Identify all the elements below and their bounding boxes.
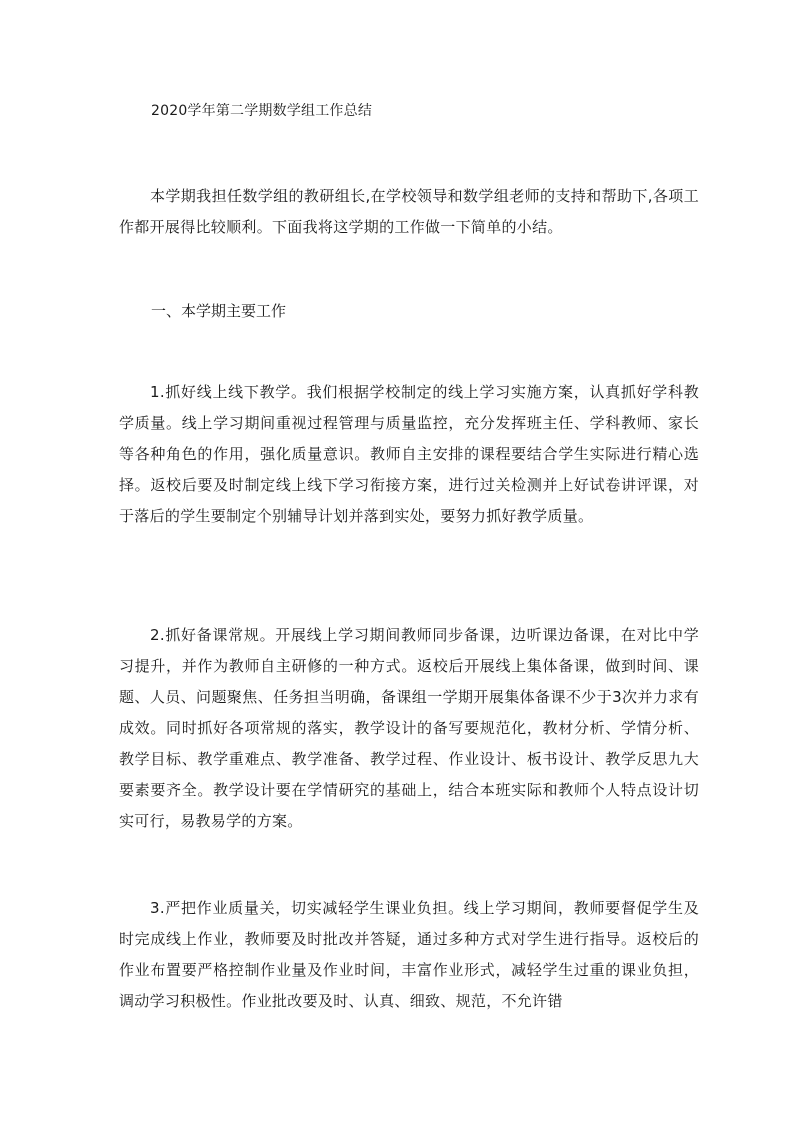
work-item-2: 2.抓好备课常规。开展线上学习期间教师同步备课，边听课边备课，在对比中学习提升，并作为教师自主研修的一种方式。返校后开展线上集体备课，做到时间、课题、人员、问题聚焦、任务担当明确，备课组一学期开展集体备课不少于3次并力求有成效。同时抓好各项常规的落实，教学设计的备写要规范化，教材分析、学情分析、教学目标、教学重难点、教学准备、教学过程、作业设计、板书设计、教学反思九大要素要齐全。教学设计要在学情研究的基础上，结合本班实际和教师个人特点设计切实可行，易教易学的方案。: [119, 626, 699, 830]
section-heading-main-work: 一、本学期主要工作: [151, 302, 287, 320]
intro-paragraph: 本学期我担任数学组的教研组长,在学校领导和数学组老师的支持和帮助下,各项工作都开展得比较顺利。下面我将这学期的工作做一下简单的小结。: [119, 187, 699, 236]
document-title: 2020学年第二学期数学组工作总结: [151, 103, 373, 119]
work-item-3: 3.严把作业质量关，切实减轻学生课业负担。线上学习期间，教师要督促学生及时完成线上作业，教师要及时批改并答疑，通过多种方式对学生进行指导。返校后的作业布置要严格控制作业量及作业时间，丰富作业形式，减轻学生过重的课业负担，调动学习积极性。作业批改要及时、认真、细致、规范，不允许错: [119, 899, 699, 1010]
work-item-1: 1.抓好线上线下教学。我们根据学校制定的线上学习实施方案，认真抓好学科教学质量。线上学习期间重视过程管理与质量监控，充分发挥班主任、学科教师、家长等各种角色的作用，强化质量意识。教师自主安排的课程要结合学生实际进行精心选择。返校后要及时制定线上线下学习衔接方案，进行过关检测并上好试卷讲评课，对于落后的学生要制定个别辅导计划并落到实处，要努力抓好教学质量。: [119, 383, 699, 525]
